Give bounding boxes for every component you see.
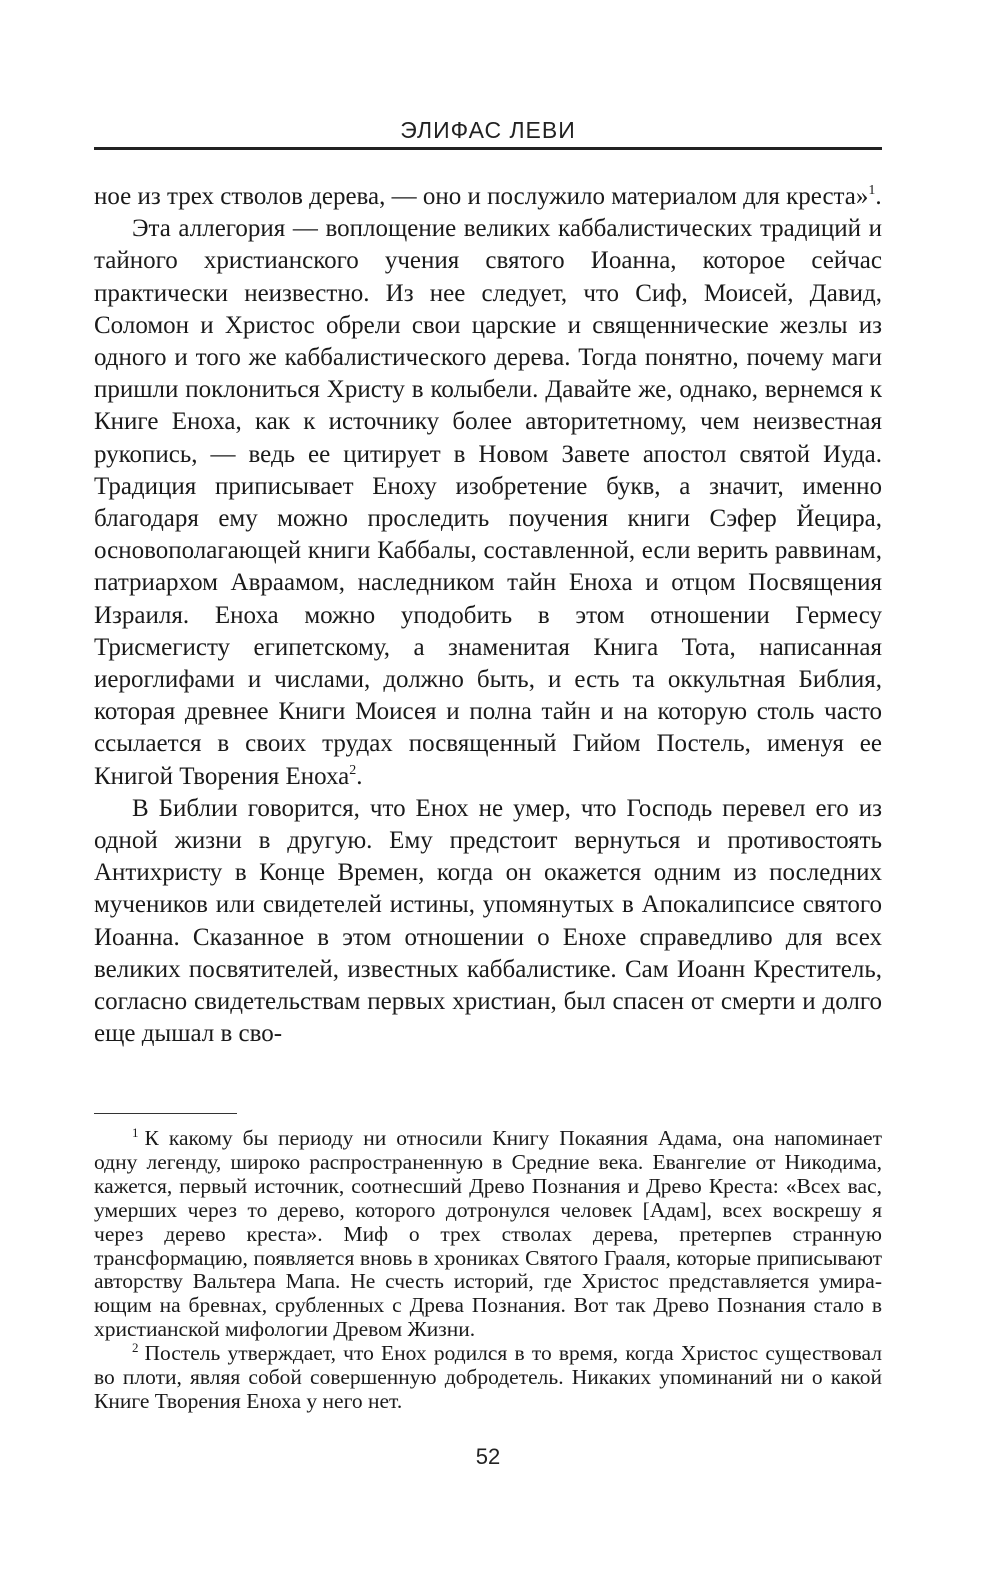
- book-page: [94, 0, 882, 1596]
- paragraph-1-end: .: [875, 183, 882, 210]
- footnote-2: [94, 1342, 882, 1414]
- footnote-2-mark: 2: [132, 1340, 139, 1356]
- footnote-ref-2: 2: [349, 762, 357, 778]
- footnote-2-text: Постель утверждает, что Енох родился в то время, когда Христос существовал во плоти, являя собой совершенную добродетель. Никаких упоминаний ни о какой Книге Творения Еноха у него нет.: [94, 1341, 882, 1413]
- footnote-1-text: К какому бы периоду ни относили Книгу Покаяния Адама, она напоминает одну легенду, широко распространенную в Средние века. Евангелие от Никодима, кажется, первый источник, соотнесший Древо Познания и Древо Креста: «Всех вас, умерших через то дерево, которого дотронулся человек [Адам], всех воскрешу я через дерево креста». Миф о трех стволах дерева, претерпев странную трансформацию, появляется вновь в хрониках Святого Грааля, которые приписывают авторству Вальтера Мапа. Не счесть историй, где Христос представляется умирающим на бревнах, срубленных с Древа Познания. Вот так Древо Познания стало в христианской мифологии Древом Жизни.: [94, 1126, 882, 1342]
- main-text: [94, 181, 882, 1050]
- running-head: ЭЛИФАС ЛЕВИ: [400, 117, 576, 143]
- footnotes: [94, 1127, 882, 1414]
- page-number: 52: [475, 1444, 501, 1469]
- paragraph-1: [94, 181, 882, 213]
- footnote-ref-1: 1: [868, 183, 876, 198]
- paragraph-2-text: Эта аллегория — воплощение великих каббалистических традиций и тайного христианского учения святого Иоанна, которое сейчас практически неизвестно. Из нее следует, что Сиф, Моисей, Давид, Соломон и Христос обрели свои царские и священнические жезлы из одного и того же каббалистического дерева. Тогда понятно, почему маги пришли поклониться Христу в колыбели. Давайте же, однако, вернемся к Книге Еноха, как к источнику более авторитетному, чем неизвестная рукопись, — ведь ее цитирует в Новом Завете апостол святой Иуда. Традиция приписывает Еноху изобретение букв, а значит, именно благодаря ему можно проследить поучения книги Сэфер Йецира, основополагающей книги Каббалы, составленной, если верить раввинам, патриархом Авраамом, наследником тайн Еноха и отцом Посвящения Израиля. Еноха можно уподобить в этом отношении Гермесу Трисмегисту египетскому, а знаменитая Книга Тота, написанная иероглифами и числами, должно быть, и есть та оккультная Библия, которая древнее Книги Моисея и полна тайн и на которую столь часто ссылается в своих трудах посвященный Гийом Постель, именуя ее Книгой Творения Еноха: [94, 215, 882, 790]
- header-rule: [94, 147, 882, 150]
- paragraph-3: [94, 793, 882, 1051]
- paragraph-2-end: .: [356, 762, 363, 790]
- paragraph-1-text: ное из трех стволов дерева, — оно и послужило материалом для креста»: [94, 183, 869, 210]
- footnote-separator: [94, 1113, 237, 1114]
- footnote-1: [94, 1127, 882, 1342]
- paragraph-3-text: В Библии говорится, что Енох не умер, что Господь перевел его из одной жизни в другую. Ему предстоит вернуться и противостоять Антихристу в Конце Времен, когда он окажется одним из последних мучеников или свидетелей истины, упомянутых в Апокалипсисе святого Иоанна. Сказанное в этом отношении о Енохе справедливо для всех великих посвятителей, известных каббалистике. Сам Иоанн Креститель, согласно свидетельствам первых христиан, был спасен от смерти и долго еще дышал в сво-: [94, 794, 882, 1048]
- footnote-1-mark: 1: [132, 1125, 139, 1140]
- paragraph-2: [94, 213, 882, 793]
